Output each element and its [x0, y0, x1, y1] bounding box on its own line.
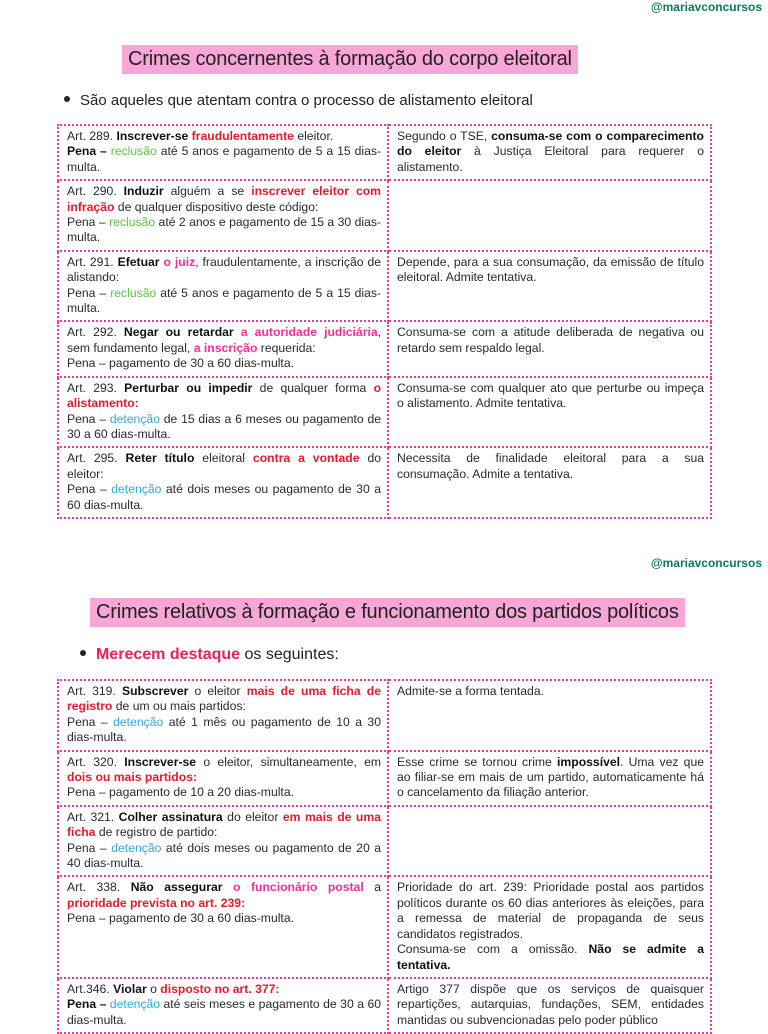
text-segment: eleitoral: [194, 451, 253, 466]
text-segment: Inscrever-se: [116, 129, 189, 143]
text-segment: de qualquer forma: [252, 380, 374, 395]
table-row: [58, 876, 711, 977]
text-segment: Pena –: [67, 840, 112, 855]
text-segment: contra a vontade: [252, 451, 360, 466]
text-segment: Consuma-se com qualquer ato que perturbe ou impeça o alistamento. Admite tentativa.: [397, 380, 704, 411]
text-segment: Admite-se a forma tentada.: [397, 684, 544, 698]
text-segment: alguém a se: [163, 184, 252, 199]
commentary-cell: [388, 680, 711, 751]
article-cell: [58, 377, 388, 448]
text-segment: Inscrever-se: [124, 754, 197, 769]
text-segment: impossível: [557, 754, 621, 769]
text-segment: dois ou mais partidos:: [67, 770, 198, 785]
text-segment: requerida:: [257, 340, 316, 355]
text-segment: Pena –: [67, 482, 112, 497]
cell-paragraph: [67, 715, 381, 746]
text-segment: Art. 293.: [67, 380, 125, 395]
article-cell: [58, 876, 388, 977]
commentary-cell: [388, 876, 711, 977]
text-segment: Violar: [113, 981, 147, 996]
article-cell: [58, 125, 388, 180]
text-segment: o funcionário postal: [233, 880, 364, 895]
text-segment: a inscrição: [193, 340, 258, 355]
cell-paragraph: [67, 381, 381, 412]
handle-top: @mariavconcursos: [650, 0, 762, 14]
text-segment: reclusão: [110, 285, 157, 300]
cell-paragraph: [67, 144, 381, 175]
section2-table: [57, 679, 712, 1034]
text-segment: Colher assinatura: [118, 809, 223, 824]
cell-paragraph: [67, 482, 381, 513]
table-row: [58, 321, 711, 376]
cell-paragraph: [397, 942, 704, 973]
text-segment: . Uma vez que ao filiar-se em mais de um partido, automaticamente há o cancelamento da filiação anterior.: [397, 754, 704, 800]
commentary-cell: [388, 321, 711, 376]
section2-title: Crimes relativos à formação e funcionamento dos partidos políticos: [90, 598, 685, 627]
cell-paragraph: [397, 755, 704, 801]
text-segment: Art. 290.: [67, 184, 124, 199]
text-segment: Pena – pagamento de 30 a 60 dias-multa.: [67, 911, 294, 926]
text-segment: detenção: [111, 840, 162, 855]
table-row: [58, 447, 711, 518]
text-segment: reclusão: [110, 144, 157, 159]
commentary-cell: [388, 180, 711, 251]
commentary-cell: [388, 806, 711, 877]
text-segment: de registro de partido:: [95, 825, 218, 840]
cell-paragraph: [67, 412, 381, 443]
text-segment: detenção: [111, 482, 162, 497]
text-segment: o juiz: [163, 254, 196, 269]
section1-title: Crimes concernentes à formação do corpo eleitoral: [122, 45, 578, 74]
cell-paragraph: [397, 325, 704, 356]
text-segment: a autoridade judiciária: [240, 325, 378, 340]
commentary-cell: [388, 978, 711, 1033]
cell-paragraph: [397, 255, 704, 286]
cell-paragraph: [67, 684, 381, 715]
text-segment: Consuma-se com a atitude deliberada de negativa ou retardo sem respaldo legal.: [397, 325, 704, 355]
commentary-cell: [388, 251, 711, 322]
text-segment: Art. 295.: [67, 451, 126, 466]
bullet-dot-icon: [64, 96, 70, 102]
text-segment: até dois meses ou pagamento de 20 a 40 dias-multa.: [67, 840, 382, 871]
text-segment: detenção: [109, 411, 160, 426]
text-segment: Efetuar: [117, 254, 160, 269]
bullet-dot-icon: [80, 650, 86, 656]
text-segment: Consuma-se com a omissão.: [397, 942, 589, 957]
cell-paragraph: [67, 785, 381, 800]
text-segment: Subscrever: [121, 684, 189, 698]
text-segment: Art. 320.: [67, 754, 125, 769]
text-segment: Pena – pagamento de 30 a 60 dias-multa.: [67, 356, 294, 371]
cell-paragraph: [397, 684, 704, 699]
text-segment: em mais de uma ficha: [67, 809, 381, 840]
text-segment: Depende, para a sua consumação, da emissão de título eleitoral. Admite tentativa.: [397, 254, 704, 285]
text-segment: detenção: [109, 997, 161, 1012]
text-segment: , sem fundamento legal,: [67, 325, 381, 355]
text-segment: Não se admite a tentativa.: [397, 942, 704, 972]
text-segment: Pena –: [67, 714, 114, 729]
cell-paragraph: [67, 982, 381, 997]
article-cell: [58, 806, 388, 877]
article-cell: [58, 321, 388, 376]
text-segment: Art. 289.: [67, 129, 117, 143]
text-segment: à Justiça Eleitoral para requerer o alistamento.: [397, 144, 704, 174]
cell-paragraph: [397, 880, 704, 942]
article-cell: [58, 680, 388, 751]
text-segment: Pena –: [67, 215, 110, 230]
text-segment: Art. 321.: [67, 809, 119, 824]
article-cell: [58, 180, 388, 251]
text-segment: o eleitor: [188, 684, 247, 698]
text-segment: Segundo o TSE,: [397, 129, 492, 143]
text-segment: até 5 anos e pagamento de 5 a 15 dias-multa.: [67, 285, 382, 316]
text-segment: Art. 292.: [67, 325, 124, 340]
commentary-cell: [388, 125, 711, 180]
article-cell: [58, 751, 388, 806]
cell-paragraph: [67, 325, 381, 356]
text-segment: o alistamento:: [67, 380, 382, 411]
text-segment: Pena – pagamento de 10 a 20 dias-multa.: [67, 785, 294, 800]
section1-bullet-text: São aqueles que atentam contra o processo de alistamento eleitoral: [80, 92, 533, 109]
section2-bullet-text: os seguintes:: [240, 646, 339, 663]
text-segment: Não assegurar: [130, 880, 223, 895]
section1-bullet: [64, 92, 533, 109]
table-row: [58, 125, 711, 180]
text-segment: Pena –: [67, 411, 110, 426]
text-segment: até 2 anos e pagamento de 15 a 30 dias-multa.: [67, 215, 381, 245]
section1-table: [57, 124, 712, 519]
text-segment: Art. 338.: [67, 880, 131, 895]
text-segment: Art.346.: [67, 981, 114, 996]
commentary-cell: [388, 377, 711, 448]
text-segment: [234, 325, 241, 339]
cell-paragraph: [397, 381, 704, 412]
commentary-cell: [388, 447, 711, 518]
text-segment: Induzir: [123, 184, 164, 199]
text-segment: Necessita de finalidade eleitoral para a sua consumação. Admite a tentativa.: [397, 451, 704, 481]
text-segment: prioridade prevista no art. 239:: [67, 895, 246, 910]
text-segment: Art. 291.: [67, 254, 118, 269]
table-row: [58, 180, 711, 251]
cell-paragraph: [67, 255, 381, 286]
text-segment: disposto no art. 377:: [160, 981, 280, 996]
table-row: [58, 978, 711, 1033]
section2-bullet: [80, 646, 339, 664]
text-segment: Prioridade do art. 239: Prioridade postal aos partidos políticos durante os 60 dias anteriores às eleições, para a remessa de material de propaganda de seus candidatos registrados.: [397, 880, 704, 941]
text-segment: até seis meses e pagamento de 30 a 60 dias-multa.: [67, 997, 382, 1027]
text-segment: inscrever eleitor com infração: [67, 184, 381, 214]
cell-paragraph: [67, 129, 381, 144]
table-row: [58, 377, 711, 448]
text-segment: até 1 mês ou pagamento de 10 a 30 dias-multa.: [67, 714, 381, 745]
cell-paragraph: [67, 755, 381, 786]
text-segment: fraudulentamente: [191, 129, 294, 143]
text-segment: detenção: [113, 714, 164, 729]
text-segment: mais de uma ficha de registro: [67, 684, 381, 714]
text-segment: Negar ou retardar: [123, 325, 234, 340]
cell-paragraph: [67, 286, 381, 317]
section2-bullet-highlight: Merecem destaque: [96, 646, 241, 663]
cell-paragraph: [67, 451, 381, 482]
article-cell: [58, 447, 388, 518]
text-segment: até dois meses ou pagamento de 30 a 60 dias-multa.: [67, 482, 382, 512]
text-segment: eleitor.: [293, 129, 334, 143]
text-segment: até 5 anos e pagamento de 5 a 15 dias-multa.: [67, 144, 381, 174]
text-segment: Reter título: [125, 451, 195, 466]
commentary-cell: [388, 751, 711, 806]
cell-paragraph: [67, 356, 381, 371]
article-cell: [58, 251, 388, 322]
text-segment: do eleitor:: [67, 451, 382, 481]
cell-paragraph: [67, 841, 381, 872]
text-segment: de qualquer dispositivo deste código:: [114, 199, 319, 214]
table-row: [58, 751, 711, 806]
handle-middle: @mariavconcursos: [650, 556, 762, 570]
cell-paragraph: [397, 129, 704, 175]
text-segment: Art. 319.: [67, 684, 122, 698]
text-segment: de um ou mais partidos:: [112, 699, 246, 714]
table-row: [58, 680, 711, 751]
text-segment: do eleitor: [222, 809, 283, 824]
text-segment: Pena –: [67, 144, 107, 159]
text-segment: a: [363, 880, 382, 895]
text-segment: Pena –: [67, 997, 107, 1012]
article-cell: [58, 978, 388, 1033]
table-row: [58, 251, 711, 322]
text-segment: Esse crime se tornou crime: [397, 754, 558, 769]
cell-paragraph: [67, 880, 381, 911]
cell-paragraph: [67, 215, 381, 246]
text-segment: Perturbar ou impedir: [124, 380, 253, 395]
text-segment: o eleitor, simultaneamente, em: [196, 754, 382, 769]
text-segment: consuma-se com o comparecimento do eleitor: [397, 129, 705, 159]
table-row: [58, 806, 711, 877]
cell-paragraph: [67, 810, 381, 841]
text-segment: reclusão: [109, 215, 156, 230]
text-segment: de 15 dias a 6 meses ou pagamento de 30 a 60 dias-multa.: [67, 411, 382, 441]
cell-paragraph: [67, 911, 381, 926]
text-segment: , fraudulentamente, a inscrição de alistando:: [67, 254, 381, 285]
cell-paragraph: [397, 451, 704, 482]
text-segment: Pena –: [67, 285, 111, 300]
cell-paragraph: [397, 982, 704, 1028]
cell-paragraph: [67, 184, 381, 215]
text-segment: o: [146, 981, 161, 996]
text-segment: [223, 880, 234, 894]
text-segment: Artigo 377 dispõe que os serviços de quaisquer repartições, autarquias, fundações, SEM, entidades mantidas ou subvencionadas pelo poder público: [397, 981, 704, 1027]
